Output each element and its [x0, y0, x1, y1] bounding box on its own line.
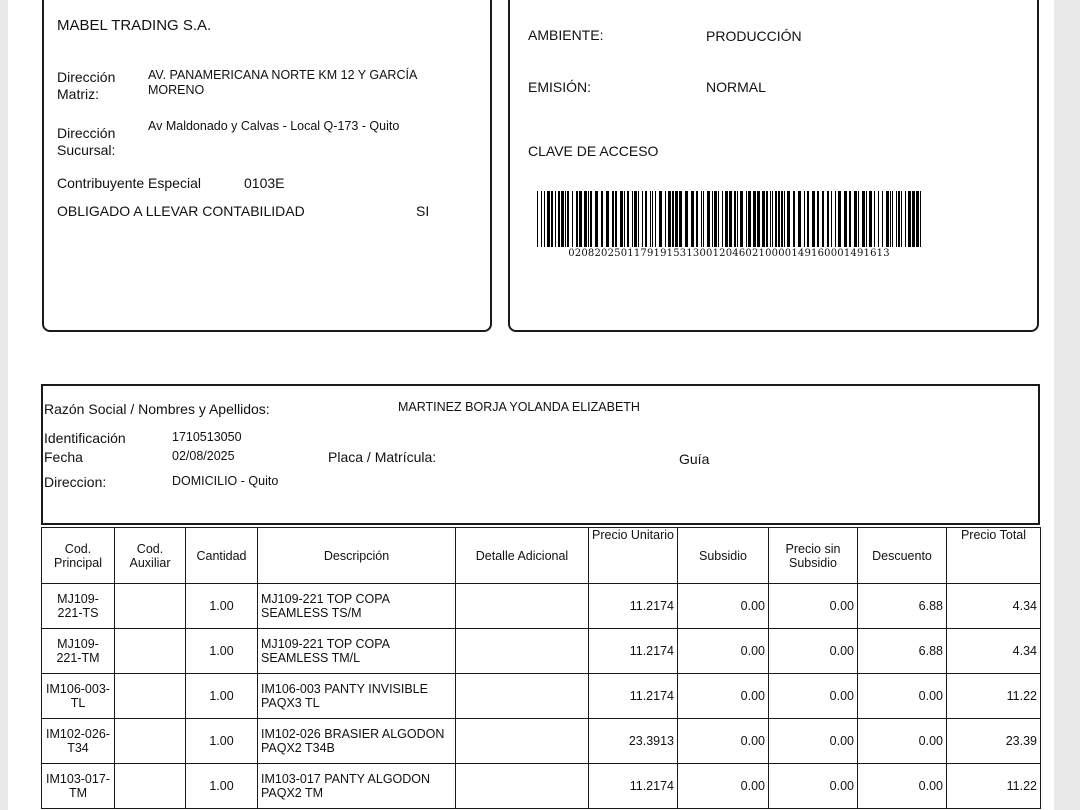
- barcode-bar: [650, 191, 651, 247]
- barcode-bar: [781, 191, 783, 247]
- barcode-bar: [685, 191, 688, 247]
- clave-acceso-number: 0208202501179191531300120460210000149160001491613: [568, 248, 890, 259]
- barcode-bar: [567, 191, 569, 247]
- cell-cod-principal: IM106-003-TL: [42, 674, 115, 719]
- barcode-bar: [878, 191, 879, 247]
- cell-descuento: 0.00: [858, 674, 947, 719]
- direccion-value: DOMICILIO - Quito: [172, 474, 279, 488]
- cell-descripcion: IM103-017 PANTY ALGODON PAQX2 TM: [258, 764, 456, 809]
- direccion-sucursal-value: Av Maldonado y Calvas - Local Q-173 - Quito: [148, 119, 400, 133]
- barcode-bar: [817, 191, 819, 247]
- barcode-bar: [703, 191, 704, 247]
- barcode-bar: [572, 191, 573, 247]
- barcode-bar: [606, 191, 609, 247]
- barcode-bar: [746, 191, 747, 247]
- barcode-bar: [757, 191, 760, 247]
- cell-precio-total: 4.34: [947, 629, 1041, 674]
- barcode-bar: [565, 191, 566, 247]
- razon-social-value: MARTINEZ BORJA YOLANDA ELIZABETH: [398, 400, 640, 414]
- barcode-bar: [714, 191, 717, 247]
- client-info-box: [41, 384, 1040, 525]
- barcode-bar: [679, 191, 682, 247]
- barcode-bar: [869, 191, 872, 247]
- guia-label: Guía: [679, 451, 710, 467]
- header-descripcion: Descripción: [258, 528, 456, 584]
- cell-cod-auxiliar: [115, 719, 186, 764]
- cell-descuento: 0.00: [858, 764, 947, 809]
- barcode-bar: [642, 191, 643, 247]
- emision-label: EMISIÓN:: [528, 79, 592, 95]
- barcode-bar: [748, 191, 751, 247]
- barcode-bar: [737, 191, 738, 247]
- cell-precio-total: 4.34: [947, 584, 1041, 629]
- table-row: [42, 584, 1041, 629]
- cell-detalle: [456, 629, 589, 674]
- ambiente-label: AMBIENTE:: [528, 27, 604, 43]
- barcode-bar: [624, 191, 625, 247]
- barcode-bar: [920, 191, 921, 247]
- header-subsidio: Subsidio: [678, 528, 769, 584]
- cell-precio-sin-subsidio: 0.00: [769, 584, 858, 629]
- barcode-bar: [638, 191, 639, 247]
- barcode-bar: [798, 191, 801, 247]
- barcode-bar: [541, 191, 542, 247]
- barcode-bar: [718, 191, 719, 247]
- authorization-box: [508, 0, 1039, 332]
- barcode-bar: [576, 191, 578, 247]
- direccion-matriz-label: Dirección Matriz:: [57, 69, 116, 102]
- cell-cod-principal: MJ109-221-TM: [42, 629, 115, 674]
- barcode-bar: [551, 191, 553, 247]
- barcode-bar: [537, 191, 538, 247]
- barcode-bar: [615, 191, 617, 247]
- placa-label: Placa / Matrícula:: [328, 449, 437, 465]
- barcode-bar: [844, 191, 847, 247]
- direccion-label: Direccion:: [44, 474, 107, 490]
- barcode-bar: [590, 191, 592, 247]
- barcode-bar: [645, 191, 647, 247]
- page-margin-left: [0, 0, 8, 810]
- fecha-label: Fecha: [44, 449, 83, 465]
- barcode-bar: [652, 191, 653, 247]
- table-row: [42, 764, 1041, 809]
- page-margin-right: [1054, 0, 1080, 810]
- direccion-sucursal-label: Dirección Sucursal:: [57, 125, 116, 158]
- barcode-bar: [561, 191, 564, 247]
- barcode-bar: [558, 191, 560, 247]
- header-detalle-adicional: Detalle Adicional: [456, 528, 589, 584]
- barcode-bar: [882, 191, 883, 247]
- barcode-bar: [740, 191, 743, 247]
- cell-cod-auxiliar: [115, 674, 186, 719]
- barcode-bar: [912, 191, 915, 247]
- barcode-bar: [691, 191, 694, 247]
- barcode-bar: [675, 191, 678, 247]
- barcode-bar: [793, 191, 795, 247]
- barcode-bar: [901, 191, 902, 247]
- cell-detalle: [456, 719, 589, 764]
- cell-subsidio: 0.00: [678, 584, 769, 629]
- barcode-bar: [827, 191, 829, 247]
- contribuyente-especial-label: Contribuyente Especial: [57, 175, 201, 191]
- barcode-bar: [712, 191, 713, 247]
- barcode-bar: [725, 191, 728, 247]
- cell-precio-sin-subsidio: 0.00: [769, 674, 858, 719]
- header-descuento: Descuento: [858, 528, 947, 584]
- barcode-bar: [778, 191, 780, 247]
- barcode-bar: [707, 191, 710, 247]
- barcode-bar: [547, 191, 550, 247]
- barcode-bar: [849, 191, 851, 247]
- table-row: [42, 719, 1041, 764]
- barcode-bar: [588, 191, 589, 247]
- barcode-bar: [555, 191, 556, 247]
- cell-subsidio: 0.00: [678, 764, 769, 809]
- barcode-bar: [896, 191, 897, 247]
- barcode-bar: [784, 191, 785, 247]
- barcode-bar: [584, 191, 587, 247]
- barcode-bar: [905, 191, 906, 247]
- header-precio-unitario: Precio Unitario: [589, 528, 678, 584]
- ambiente-value: PRODUCCIÓN: [706, 28, 802, 44]
- cell-detalle: [456, 584, 589, 629]
- cell-subsidio: 0.00: [678, 674, 769, 719]
- cell-descripcion: MJ109-221 TOP COPA SEAMLESS TS/M: [258, 584, 456, 629]
- cell-cantidad: 1.00: [186, 584, 258, 629]
- barcode-bar: [822, 191, 824, 247]
- cell-cantidad: 1.00: [186, 719, 258, 764]
- barcode-bar: [634, 191, 637, 247]
- barcode-bar: [734, 191, 736, 247]
- barcode-bar: [862, 191, 865, 247]
- barcode-bar: [672, 191, 674, 247]
- barcode-bar: [886, 191, 889, 247]
- barcode-bar: [770, 191, 771, 247]
- cell-detalle: [456, 674, 589, 719]
- cell-cod-auxiliar: [115, 764, 186, 809]
- cell-precio-unitario: 11.2174: [589, 674, 678, 719]
- cell-descripcion: IM106-003 PANTY INVISIBLE PAQX3 TL: [258, 674, 456, 719]
- cell-precio-unitario: 11.2174: [589, 764, 678, 809]
- cell-cantidad: 1.00: [186, 629, 258, 674]
- barcode-bar: [579, 191, 582, 247]
- cell-precio-sin-subsidio: 0.00: [769, 719, 858, 764]
- cell-subsidio: 0.00: [678, 629, 769, 674]
- issuer-info-box: [42, 0, 492, 332]
- barcode-bar: [696, 191, 698, 247]
- barcode-bar: [874, 191, 875, 247]
- barcode-bar: [804, 191, 805, 247]
- cell-descuento: 0.00: [858, 719, 947, 764]
- barcode-bar: [831, 191, 832, 247]
- barcode-bar: [772, 191, 773, 247]
- cell-descripcion: IM102-026 BRASIER ALGODON PAQX2 T34B: [258, 719, 456, 764]
- razon-social-label: Razón Social / Nombres y Apellidos:: [44, 401, 270, 417]
- cell-descripcion: MJ109-221 TOP COPA SEAMLESS TM/L: [258, 629, 456, 674]
- header-precio-total: Precio Total: [947, 528, 1041, 584]
- barcode-bar: [812, 191, 815, 247]
- barcode-bar: [627, 191, 629, 247]
- barcode-bar: [595, 191, 598, 247]
- items-table: [41, 527, 1041, 809]
- barcode-bar: [807, 191, 809, 247]
- barcode-bar: [775, 191, 777, 247]
- contribuyente-especial-value: 0103E: [244, 175, 285, 191]
- barcode-bar: [659, 191, 662, 247]
- cell-cod-auxiliar: [115, 629, 186, 674]
- barcode-bar: [601, 191, 603, 247]
- invoice-page: [8, 0, 1054, 810]
- barcode-bar: [787, 191, 790, 247]
- cell-precio-total: 23.39: [947, 719, 1041, 764]
- barcode-bar: [729, 191, 732, 247]
- barcode-bar: [890, 191, 891, 247]
- cell-descuento: 6.88: [858, 629, 947, 674]
- cell-cantidad: 1.00: [186, 674, 258, 719]
- cell-precio-total: 11.22: [947, 764, 1041, 809]
- header-cod-principal: Cod. Principal: [42, 528, 115, 584]
- obligado-contabilidad-label: OBLIGADO A LLEVAR CONTABILIDAD: [57, 203, 305, 219]
- cell-precio-sin-subsidio: 0.00: [769, 764, 858, 809]
- barcode-bar: [898, 191, 900, 247]
- barcode-bar: [722, 191, 723, 247]
- obligado-contabilidad-value: SI: [416, 203, 430, 219]
- barcode-bar: [766, 191, 768, 247]
- cell-detalle: [456, 764, 589, 809]
- table-row: [42, 629, 1041, 674]
- cell-cod-principal: IM102-026-T34: [42, 719, 115, 764]
- barcode-bar: [753, 191, 756, 247]
- barcode-bar: [620, 191, 623, 247]
- barcode-bar: [866, 191, 867, 247]
- cell-precio-unitario: 11.2174: [589, 629, 678, 674]
- barcode-bar: [655, 191, 656, 247]
- header-cantidad: Cantidad: [186, 528, 258, 584]
- cell-precio-sin-subsidio: 0.00: [769, 629, 858, 674]
- barcode-bar: [892, 191, 893, 247]
- barcode-bar: [665, 191, 666, 247]
- company-name: MABEL TRADING S.A.: [57, 17, 212, 34]
- barcode-bar: [701, 191, 702, 247]
- cell-cod-principal: IM103-017-TM: [42, 764, 115, 809]
- identificacion-value: 1710513050: [172, 430, 242, 444]
- barcode-bar: [858, 191, 859, 247]
- table-row: [42, 674, 1041, 719]
- cell-cod-principal: MJ109-221-TS: [42, 584, 115, 629]
- cell-cod-auxiliar: [115, 584, 186, 629]
- direccion-matriz-value: AV. PANAMERICANA NORTE KM 12 Y GARCÍA MORENO: [148, 68, 417, 97]
- header-cod-auxiliar: Cod. Auxiliar: [115, 528, 186, 584]
- clave-acceso-label: CLAVE DE ACCESO: [528, 143, 659, 159]
- barcode-bar: [835, 191, 836, 247]
- table-header-row: [42, 528, 1041, 584]
- identificacion-label: Identificación: [44, 430, 126, 446]
- access-key-barcode: [537, 191, 921, 247]
- header-precio-sin-subsidio: Precio sin Subsidio: [769, 528, 858, 584]
- cell-precio-total: 11.22: [947, 674, 1041, 719]
- barcode-bar: [668, 191, 671, 247]
- cell-precio-unitario: 23.3913: [589, 719, 678, 764]
- cell-cantidad: 1.00: [186, 764, 258, 809]
- barcode-bar: [838, 191, 841, 247]
- barcode-bar: [762, 191, 765, 247]
- barcode-bar: [908, 191, 911, 247]
- cell-subsidio: 0.00: [678, 719, 769, 764]
- fecha-value: 02/08/2025: [172, 449, 235, 463]
- barcode-bar: [544, 191, 545, 247]
- barcode-bar: [632, 191, 633, 247]
- barcode-bar: [916, 191, 919, 247]
- cell-precio-unitario: 11.2174: [589, 584, 678, 629]
- emision-value: NORMAL: [706, 79, 766, 95]
- barcode-bar: [854, 191, 857, 247]
- barcode-bar: [612, 191, 614, 247]
- cell-descuento: 6.88: [858, 584, 947, 629]
